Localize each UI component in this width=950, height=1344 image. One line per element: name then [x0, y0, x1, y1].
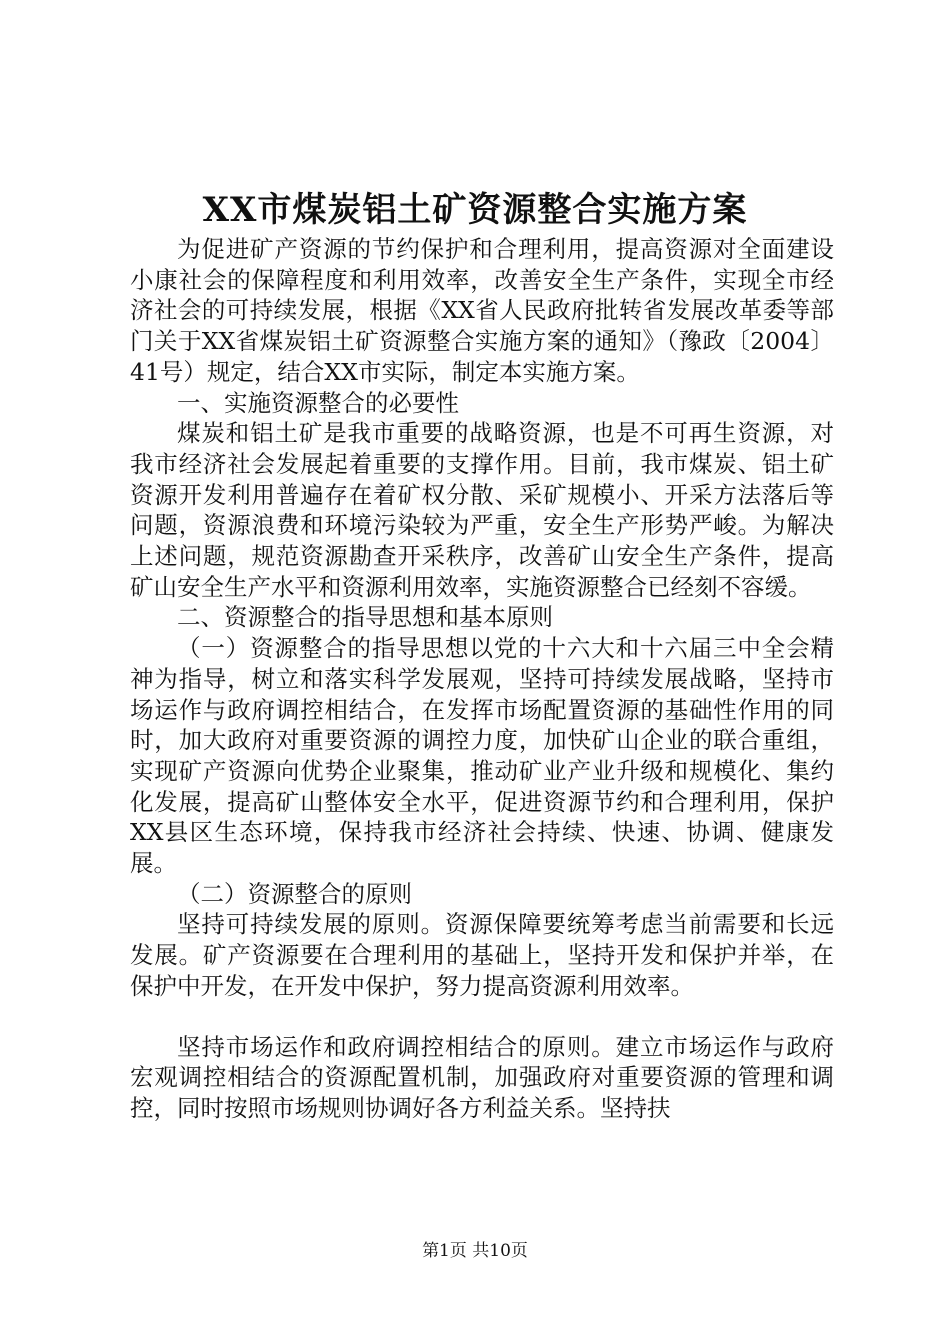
document-body	[130, 234, 834, 1124]
document-title: XX市煤炭铝土矿资源整合实施方案	[202, 190, 748, 230]
guiding-ideology-paragraph: （一）资源整合的指导思想以党的十六大和十六届三中全会精神为指导，树立和落实科学发展观，坚持可持续发展战略，坚持市场运作与政府调控相结合，在发挥市场配置资源的基础性作用的同时，加大政府对重要资源的调控力度，加快矿山企业的联合重组，实现矿产资源向优势企业聚集，推动矿业产业升级和规模化、集约化发展，提高矿山整体安全水平，促进资源节约和合理利用，保护XX县区生态环境，保持我市经济社会持续、快速、协调、健康发展。	[130, 634, 834, 878]
intro-paragraph: 为促进矿产资源的节约保护和合理利用，提高资源对全面建设小康社会的保障程度和利用效率，改善安全生产条件，实现全市经济社会的可持续发展，根据《XX省人民政府批转省发展改革委等部门关于XX省煤炭铝土矿资源整合实施方案的通知》（豫政〔2004〕41号）规定，结合XX市实际，制定本实施方案。	[130, 235, 834, 386]
principle-sustainable-paragraph: 坚持可持续发展的原则。资源保障要统筹考虑当前需要和长远发展。矿产资源要在合理利用的基础上，坚持开发和保护并举，在保护中开发，在开发中保护，努力提高资源利用效率。	[130, 910, 834, 1000]
section-1-paragraph: 煤炭和铝土矿是我市重要的战略资源，也是不可再生资源，对我市经济社会发展起着重要的支撑作用。目前，我市煤炭、铝土矿资源开发利用普遍存在着矿权分散、采矿规模小、开采方法落后等问题，资源浪费和环境污染较为严重，安全生产形势严峻。为解决上述问题，规范资源勘查开采秩序，改善矿山安全生产条件，提高矿山安全生产水平和资源利用效率，实施资源整合已经刻不容缓。	[130, 419, 834, 601]
section-heading-2: 二、资源整合的指导思想和基本原则	[177, 603, 553, 632]
section-heading-1: 一、实施资源整合的必要性	[177, 388, 459, 417]
principle-market-paragraph: 坚持市场运作和政府调控相结合的原则。建立市场运作与政府宏观调控相结合的资源配置机制，加强政府对重要资源的管理和调控，同时按照市场规则协调好各方利益关系。坚持扶	[130, 1032, 834, 1122]
paragraph-gap	[130, 1002, 834, 1032]
subsection-heading-principles: （二）资源整合的原则	[177, 879, 412, 908]
page-footer: 第1页 共10页	[422, 1241, 528, 1261]
